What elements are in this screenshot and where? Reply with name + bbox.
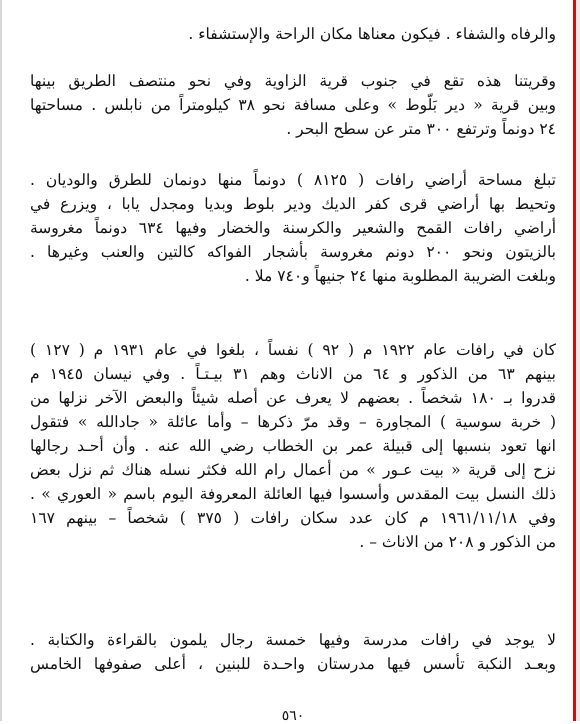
paragraph-lands [30, 168, 556, 288]
text-line: أراضي رافات القمح والشعير والكرسنة والخضار وفيها ٦٣٤ دونماً مغروسة [30, 219, 556, 237]
text-line: وقريتنا هذه تقع في جنوب قرية الزاوية وفي نحو منتصف الطريق بينها [30, 72, 556, 90]
paragraph-location [30, 69, 556, 141]
text-line: وبلغت الضريبة المطلوبة منها ٢٤ جنيهاً و٧٤٠ ملا . [244, 267, 556, 285]
text-line: ( خربة سوسية ) المجاورة – وقد مرّ ذكرها – وأما عائلة « جادالله » فتقول [30, 413, 556, 431]
text-line: وفي ١٩٦١/١١/١٨ م كان عدد سكان رافات ( ٣٧٥ ) شخصاً – بينهم ١٦٧ [30, 509, 557, 527]
viewer-right-edge [576, 0, 580, 721]
page-number: ٥٦٠ [281, 708, 305, 724]
text-line: نزح إلى قرية « بيت عـور » من أعمال رام الله فكثر نسله هناك ثم نزل بعض [30, 461, 556, 479]
paragraph-population [30, 338, 556, 554]
text-line: وبين قرية « دير بَلّوط » وعلى مسافة نحو ٣٨ كيلومتراً من نابلس . مساحتها [30, 96, 556, 114]
viewer-left-border [0, 0, 2, 721]
text-line: والرفاه والشفاء . فيكون معناها مكان الراحة والإستشفاء . [188, 25, 556, 43]
document-page [30, 8, 557, 724]
text-line: لا يوجد في رافات مدرسة وفيها خمسة رجال يلمون بالقراءة والكتابة . [30, 631, 556, 649]
text-line: ٢٤ دونماً وترتفع ٣٠٠ متر عن سطح البحر . [286, 120, 556, 138]
text-line: انها تعود بنسبها إلى قبيلة عمر بن الخطاب رضي الله عنه . وأن أحـد رجالها [30, 437, 556, 455]
text-line: وتحيط بها أراضي قرى كفر الديك ودير بلوط وبديا ومجدل يابا ، ويزرع في [30, 195, 556, 213]
text-line: ذلك النسل بيت المقدس وأسسوا فيها العائلة المعروفة اليوم باسم « العوري » . [30, 485, 556, 503]
paragraph-education [30, 628, 556, 676]
text-line: وبعـد النكبة تأسس فيها مدرستان واحـدة للبنين ، أعلى صفوفها الخامس [30, 655, 556, 673]
text-line: قدروا بـ ١٨٠ شخصاً . بعضهم لا يعرف عن أصله شيئاً والبعض الآخر نزلها من [30, 389, 556, 407]
text-line: كان في رافات عام ١٩٢٢ م ( ٩٢ ) نفساً ، بلغوا في عام ١٩٣١ م ( ١٢٧ ) [30, 341, 556, 359]
text-line: تبلغ مساحة أراضي رافات ( ٨١٢٥ ) دونماً منها دونمان للطرق والوديان . [30, 171, 556, 189]
text-line: بالزيتون ونحو ٢٠٠ دونم مغروسة بأشجار الفواكه كالتين والعنب وغيرها . [30, 243, 556, 261]
text-line: من الذكور و ٢٠٨ من الاناث – . [359, 533, 556, 551]
paragraph-intro [30, 22, 556, 46]
text-line: بينهم ٦٣ من الذكور و ٦٤ من الاناث وهم ٣١ بيـتـاً . وفي نيسان ١٩٤٥ م [30, 365, 556, 383]
